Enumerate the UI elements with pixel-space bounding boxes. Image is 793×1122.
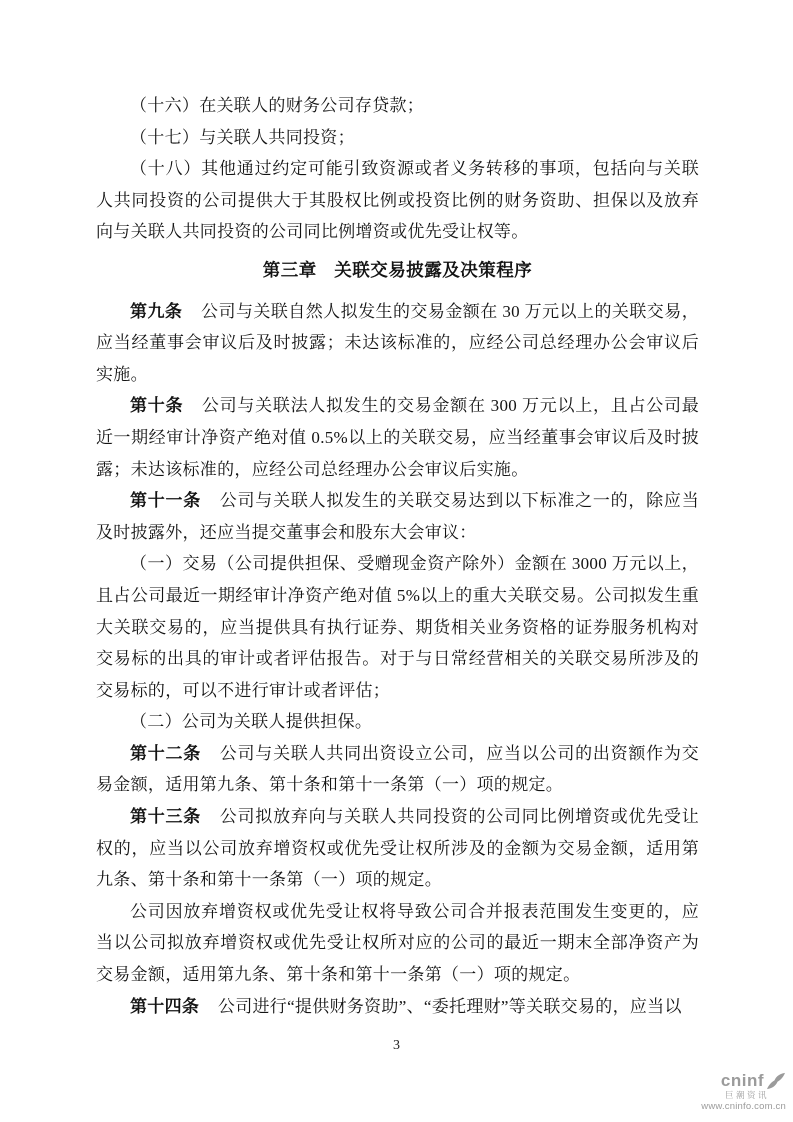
article-text: 公司与关联自然人拟发生的交易金额在 30 万元以上的关联交易，应当经董事会审议后及时披露；未达该标准的，应经公司总经理办公会审议后实施。 bbox=[96, 301, 699, 384]
paragraph-text: （十六）在关联人的财务公司存贷款； bbox=[130, 96, 425, 115]
chapter-heading bbox=[96, 255, 699, 287]
article-paragraph bbox=[96, 991, 699, 1023]
cninfo-chinese-name: 巨潮资讯 bbox=[724, 1090, 769, 1100]
chapter-number: 第三章 bbox=[262, 259, 317, 280]
paragraph bbox=[96, 896, 699, 991]
paragraph bbox=[96, 90, 699, 122]
cninfo-swirl-icon bbox=[766, 1072, 786, 1090]
article-text: 公司进行“提供财务资助”、“委托理财”等关联交易的，应当以 bbox=[217, 996, 682, 1016]
cninfo-url: www.cninfo.com.cn bbox=[701, 1101, 786, 1112]
cninfo-brand-text: cninf bbox=[720, 1071, 764, 1090]
chapter-title: 关联交易披露及决策程序 bbox=[334, 259, 533, 280]
cninfo-logo bbox=[700, 1072, 786, 1113]
paragraph-text: 公司因放弃增资权或优先受让权将导致公司合并报表范围发生变更的，应当以公司拟放弃增资权或优先受让权所对应的公司的最近一期末全部净资产为交易金额，适用第九条、第十条和第十一条第（一）项的规定。 bbox=[96, 901, 699, 985]
article-number: 第十三条 bbox=[130, 807, 202, 827]
paragraph-text: （十八）其他通过约定可能引致资源或者义务转移的事项，包括向与关联人共同投资的公司提供大于其股权比例或投资比例的财务资助、担保以及放弃向与关联人共同投资的公司同比例增资或优先受让权等。 bbox=[96, 159, 699, 242]
article-paragraph bbox=[96, 801, 699, 896]
article-paragraph bbox=[96, 738, 699, 801]
article-text: 公司与关联法人拟发生的交易金额在 300 万元以上，且占公司最近一期经审计净资产绝对值 0.5%以上的关联交易，应当经董事会审议后及时披露；未达该标准的，应经公司总经理办公会审议后实施。 bbox=[96, 396, 699, 479]
paragraph bbox=[96, 548, 699, 706]
paragraph bbox=[96, 706, 699, 738]
paragraph-text: （十七）与关联人共同投资； bbox=[130, 127, 355, 147]
cninfo-logo-row bbox=[700, 1072, 786, 1090]
article-text: 公司拟放弃向与关联人共同投资的公司同比例增资或优先受让权的，应当以公司放弃增资权或优先受让权所涉及的金额为交易金额，适用第九条、第十条和第十一条第（一）项的规定。 bbox=[96, 807, 699, 890]
article-paragraph bbox=[96, 296, 699, 391]
article-number: 第十二条 bbox=[130, 743, 202, 763]
paragraph-text: （二）公司为关联人提供担保。 bbox=[130, 712, 373, 732]
paragraph bbox=[96, 153, 699, 248]
article-number: 第九条 bbox=[130, 301, 183, 321]
article-paragraph bbox=[96, 485, 699, 548]
document-body bbox=[96, 90, 699, 1022]
article-paragraph bbox=[96, 390, 699, 485]
page-number: 3 bbox=[393, 1038, 400, 1053]
paragraph bbox=[96, 122, 699, 154]
article-number: 第十四条 bbox=[130, 996, 200, 1016]
paragraph-text: （一）交易（公司提供担保、受赠现金资产除外）金额在 3000 万元以上，且占公司最近一期经审计净资产绝对值 5%以上的重大关联交易。公司拟发生重大关联交易的，应当提供具有执行证券、期货相关业务资格的证券服务机构对交易标的出具的审计或者评估报告。对于与日常经营相关的关联交易所涉及的交易标的，可以不进行审计或者评估； bbox=[96, 554, 699, 700]
article-number: 第十条 bbox=[130, 396, 184, 416]
article-text: 公司与关联人拟发生的关联交易达到以下标准之一的，除应当及时披露外，还应当提交董事会和股东大会审议： bbox=[96, 491, 699, 542]
article-text: 公司与关联人共同出资设立公司，应当以公司的出资额作为交易金额，适用第九条、第十条和第十一条第（一）项的规定。 bbox=[96, 743, 699, 795]
article-number: 第十一条 bbox=[130, 491, 202, 511]
